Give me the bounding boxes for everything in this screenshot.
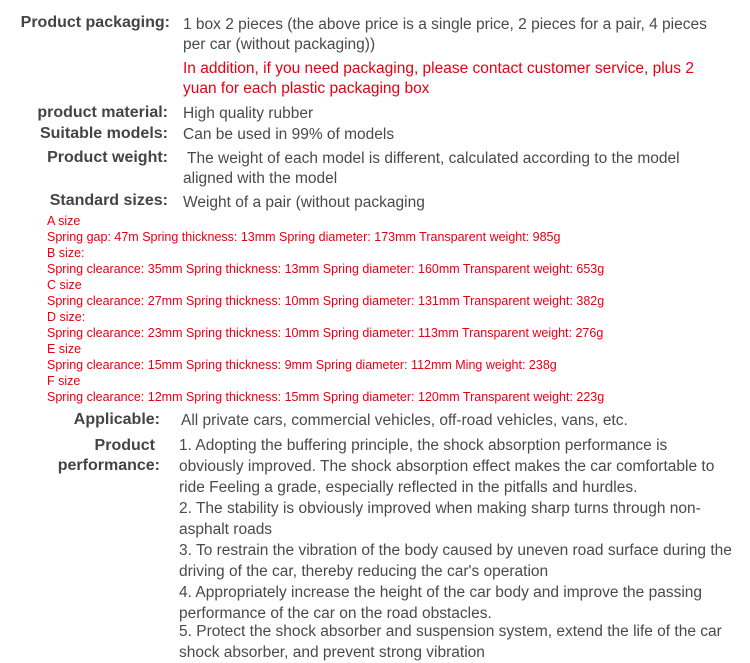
weight-label: Product weight: xyxy=(47,149,168,166)
size-e-name: E size xyxy=(47,342,82,356)
size-e-spec: Spring clearance: 15mm Spring thickness: 9mm Spring diameter: 112mm Ming weight: 238g xyxy=(47,358,557,372)
size-f-name: F size xyxy=(47,374,81,388)
performance-point-1: 1. Adopting the buffering principle, the shock absorption performance is obviously improved. The shock absorption effect makes the car comfortable to ride Feeling a grade, especially reflected in the pitfalls and hurdles. xyxy=(179,437,715,496)
applicable-label: Applicable: xyxy=(73,411,160,428)
size-f-spec: Spring clearance: 12mm Spring thickness: 15mm Spring diameter: 120mm Transparent weight: 223g xyxy=(47,390,605,404)
performance-point-5: 5. Protect the shock absorber and suspension system, extend the life of the car shock absorber, and prevent strong vibration xyxy=(179,623,722,661)
size-b-spec: Spring clearance: 35mm Spring thickness: 13mm Spring diameter: 160mm Transparent weight: 653g xyxy=(47,262,605,276)
material-label: product material: xyxy=(37,104,168,121)
weight-line-2: aligned with the model xyxy=(183,170,338,187)
models-label: Suitable models: xyxy=(39,125,168,142)
size-d-name: D size: xyxy=(47,310,86,324)
applicable-value: All private cars, commercial vehicles, off-road vehicles, vans, etc. xyxy=(181,412,628,429)
sizes-label: Standard sizes: xyxy=(49,192,168,209)
weight-line-1: The weight of each model is different, calculated according to the model xyxy=(183,150,680,167)
performance-point-2: 2. The stability is obviously improved when making sharp turns through non-asphalt roads xyxy=(179,500,701,538)
sizes-value: Weight of a pair (without packaging xyxy=(183,194,425,211)
packaging-label: Product packaging: xyxy=(20,14,170,31)
size-a-spec: Spring gap: 47m Spring thickness: 13mm Spring diameter: 173mm Transparent weight: 985g xyxy=(47,230,561,244)
size-b-name: B size: xyxy=(47,246,85,260)
performance-point-4: 4. Appropriately increase the height of the car body and improve the passing performance of the car on the road obstacles. xyxy=(179,584,703,622)
material-value: High quality rubber xyxy=(183,105,314,122)
size-a-name: A size xyxy=(47,214,81,228)
size-d-spec: Spring clearance: 23mm Spring thickness: 10mm Spring diameter: 113mm Transparent weight: 276g xyxy=(47,326,604,340)
packaging-note-2: yuan for each plastic packaging box xyxy=(183,80,430,97)
size-c-name: C size xyxy=(47,278,82,292)
size-c-spec: Spring clearance: 27mm Spring thickness: 10mm Spring diameter: 131mm Transparent weight: 382g xyxy=(47,294,605,308)
packaging-note-1: In addition, if you need packaging, please contact customer service, plus 2 xyxy=(183,60,694,77)
performance-point-3: 3. To restrain the vibration of the body caused by uneven road surface during the driving of the car, thereby reducing the car's operation xyxy=(179,542,732,580)
performance-label-line-1: Product xyxy=(94,437,155,454)
performance-label-line-2: performance: xyxy=(57,457,160,474)
models-value: Can be used in 99% of models xyxy=(183,126,395,143)
packaging-line-2: per car (without packaging)) xyxy=(183,36,376,53)
packaging-line-1: 1 box 2 pieces (the above price is a single price, 2 pieces for a pair, 4 pieces xyxy=(183,16,707,33)
